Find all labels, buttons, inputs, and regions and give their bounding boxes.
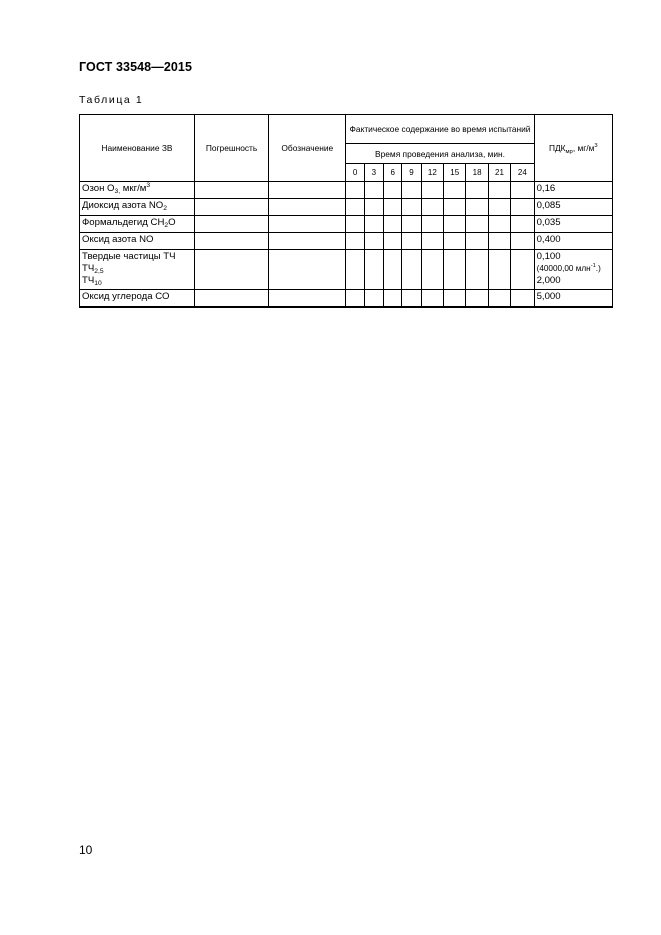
time-point: 9 (402, 164, 421, 182)
header-name: Наименование ЗВ (80, 115, 195, 182)
time-point: 0 (346, 164, 364, 182)
designation-cell (269, 233, 346, 250)
designation-cell (269, 216, 346, 233)
time-point: 3 (364, 164, 383, 182)
table-row (80, 290, 613, 308)
error-cell (194, 216, 268, 233)
pollutant-name: Диоксид азота $NO_2$ (80, 199, 195, 216)
error-cell (194, 182, 268, 199)
pdk-value: 0,400 (534, 233, 612, 250)
time-point: 6 (384, 164, 402, 182)
table-row (80, 216, 613, 233)
header-row-1 (80, 115, 613, 144)
designation-cell (269, 290, 346, 308)
pdk-value: 0,035 (534, 216, 612, 233)
error-cell (194, 290, 268, 308)
table-caption: Таблица 1 (79, 94, 144, 106)
pollutant-name: Твердые частицы ТЧ $ТЧ_{2,5}$ $ТЧ_{10}$ (80, 250, 195, 290)
table-row (80, 182, 613, 199)
pollutant-name: Озон $О_{3,}$ мкг/$м^3$ (80, 182, 195, 199)
error-cell (194, 199, 268, 216)
header-designation: Обозначение (269, 115, 346, 182)
time-point: 18 (466, 164, 488, 182)
header-error: Погрешность (194, 115, 268, 182)
designation-cell (269, 182, 346, 199)
table-row (80, 233, 613, 250)
error-cell (194, 233, 268, 250)
pdk-value: 0,100 (40000,00 млн$^{-1}$.) 2,000 (534, 250, 612, 290)
error-cell (194, 250, 268, 290)
page-number: 10 (79, 843, 93, 857)
header-analysis-time: Время проведения анализа, мин. (346, 144, 534, 164)
pollutant-name: Оксид азота NO (80, 233, 195, 250)
pollutant-name: Формальдегид $CH_2O$ (80, 216, 195, 233)
designation-cell (269, 199, 346, 216)
header-pdk: $ПДК_{мр}$, $мг/м^3$ (534, 115, 612, 182)
pollutant-name: Оксид углерода СО (80, 290, 195, 308)
table-row (80, 199, 613, 216)
time-point: 24 (511, 164, 534, 182)
time-point: 15 (444, 164, 466, 182)
pdk-value: 5,000 (534, 290, 612, 308)
time-point: 12 (421, 164, 443, 182)
pdk-value: 0,085 (534, 199, 612, 216)
designation-cell (269, 250, 346, 290)
time-point: 21 (488, 164, 510, 182)
pdk-value: 0,16 (534, 182, 612, 199)
header-actual-content: Фактическое содержание во время испытаний (346, 115, 534, 144)
document-code: ГОСТ 33548—2015 (79, 60, 193, 74)
table-row (80, 250, 613, 290)
pollutant-table (79, 114, 613, 308)
